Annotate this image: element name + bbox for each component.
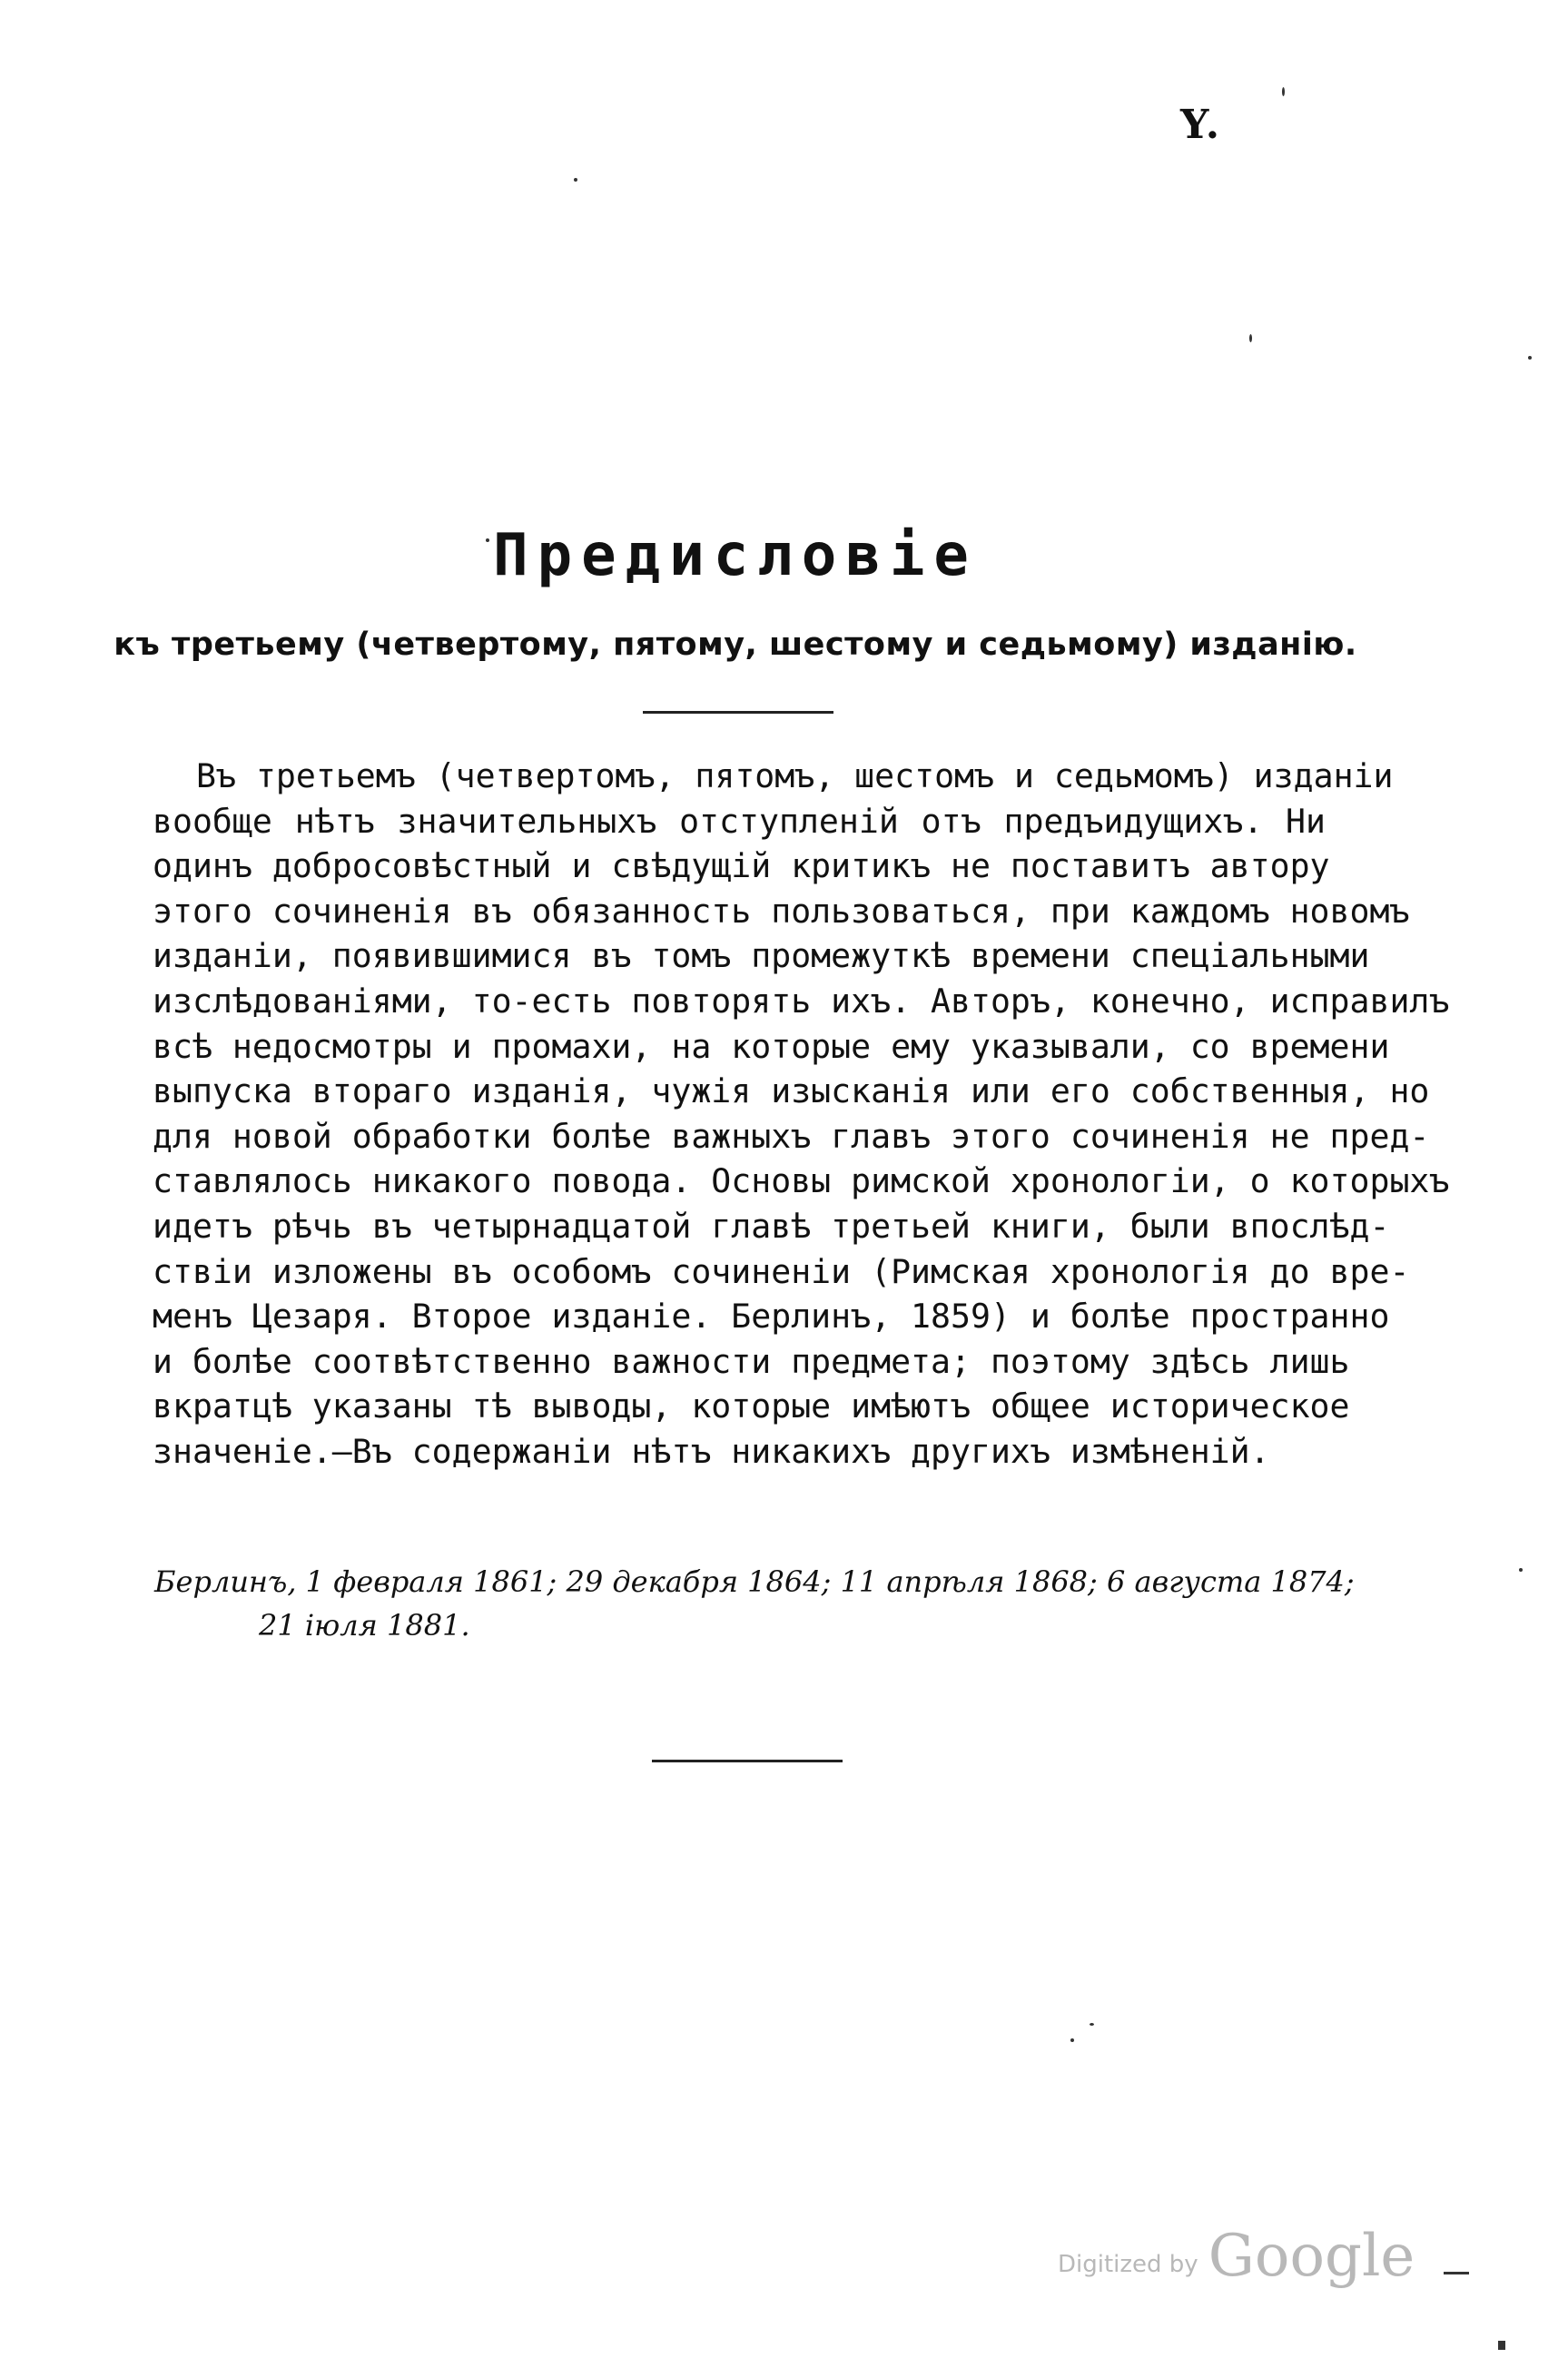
scan-speck xyxy=(1090,2023,1094,2026)
scan-speck xyxy=(1528,356,1532,360)
body-line: и болѣе соотвѣтственно важности предмета; поэтому здѣсь лишь xyxy=(153,1341,1350,1381)
body-line: значеніе.—Въ содержаніи нѣтъ никакихъ другихъ измѣненій. xyxy=(153,1431,1270,1471)
page-subtitle: къ третьему (четвертому, пятому, шестому и седьмому) изданію. xyxy=(113,627,1357,663)
body-line: Въ третьемъ (четвертомъ, пятомъ, шестомъ и седьмомъ) изданіи xyxy=(196,756,1394,795)
scan-speck xyxy=(1282,87,1285,96)
scan-speck xyxy=(1249,334,1252,342)
scan-speck xyxy=(1070,2038,1074,2042)
scan-speck xyxy=(1519,1568,1523,1572)
scan-speck xyxy=(574,178,577,182)
digitized-watermark xyxy=(1058,2223,1415,2290)
scan-speck xyxy=(1498,2341,1505,2350)
body-line: идетъ рѣчь въ четырнадцатой главѣ третьей книги, были впослѣд- xyxy=(153,1206,1390,1246)
page-title: Предисловіе xyxy=(493,522,978,589)
title-rule xyxy=(643,711,833,714)
signature-date-last: 21 іюля 1881. xyxy=(259,1608,470,1643)
scan-speck xyxy=(1444,2272,1469,2274)
signature-dates: Берлинъ, 1 февраля 1861; 29 декабря 1864; 11 апрѣля 1868; 6 августа 1874; xyxy=(154,1564,1355,1599)
body-line: вообще нѣтъ значительныхъ отступленій отъ предъидущихъ. Ни xyxy=(153,801,1326,841)
body-line: менъ Цезаря. Второе изданіе. Берлинъ, 1859) и болѣе пространно xyxy=(153,1297,1390,1337)
body-line: ставлялось никакого повода. Основы римской хронологіи, о которыхъ xyxy=(153,1161,1450,1201)
body-line: одинъ добросовѣстный и свѣдущій критикъ не поставитъ автору xyxy=(153,846,1330,886)
body-line: изданіи, появившимися въ томъ промежуткѣ времени спеціальными xyxy=(153,936,1370,976)
body-line: ствіи изложены въ особомъ сочиненіи (Римская хронологія до вре- xyxy=(153,1251,1410,1291)
page-number: Y. xyxy=(1180,102,1222,148)
body-line: для новой обработки болѣе важныхъ главъ этого сочиненія не пред- xyxy=(153,1116,1430,1156)
signature xyxy=(154,1560,1355,1647)
body-line: вкратцѣ указаны тѣ выводы, которые имѣютъ общее историческое xyxy=(153,1386,1350,1426)
body-line: изслѣдованіями, то-есть повторять ихъ. Авторъ, конечно, исправилъ xyxy=(153,981,1450,1021)
watermark-prefix: Digitized by xyxy=(1058,2251,1198,2278)
body-line: всѣ недосмотры и промахи, на которые ему указывали, со времени xyxy=(153,1026,1390,1066)
google-logo-icon: Google xyxy=(1208,2223,1415,2290)
body-line: выпуска втораго изданія, чужія изысканія или его собственныя, но xyxy=(153,1071,1430,1111)
body-paragraph xyxy=(153,754,1450,1475)
body-line: этого сочиненія въ обязанность пользоваться, при каждомъ новомъ xyxy=(153,891,1410,931)
scan-speck xyxy=(486,538,489,542)
closing-rule xyxy=(652,1760,843,1762)
